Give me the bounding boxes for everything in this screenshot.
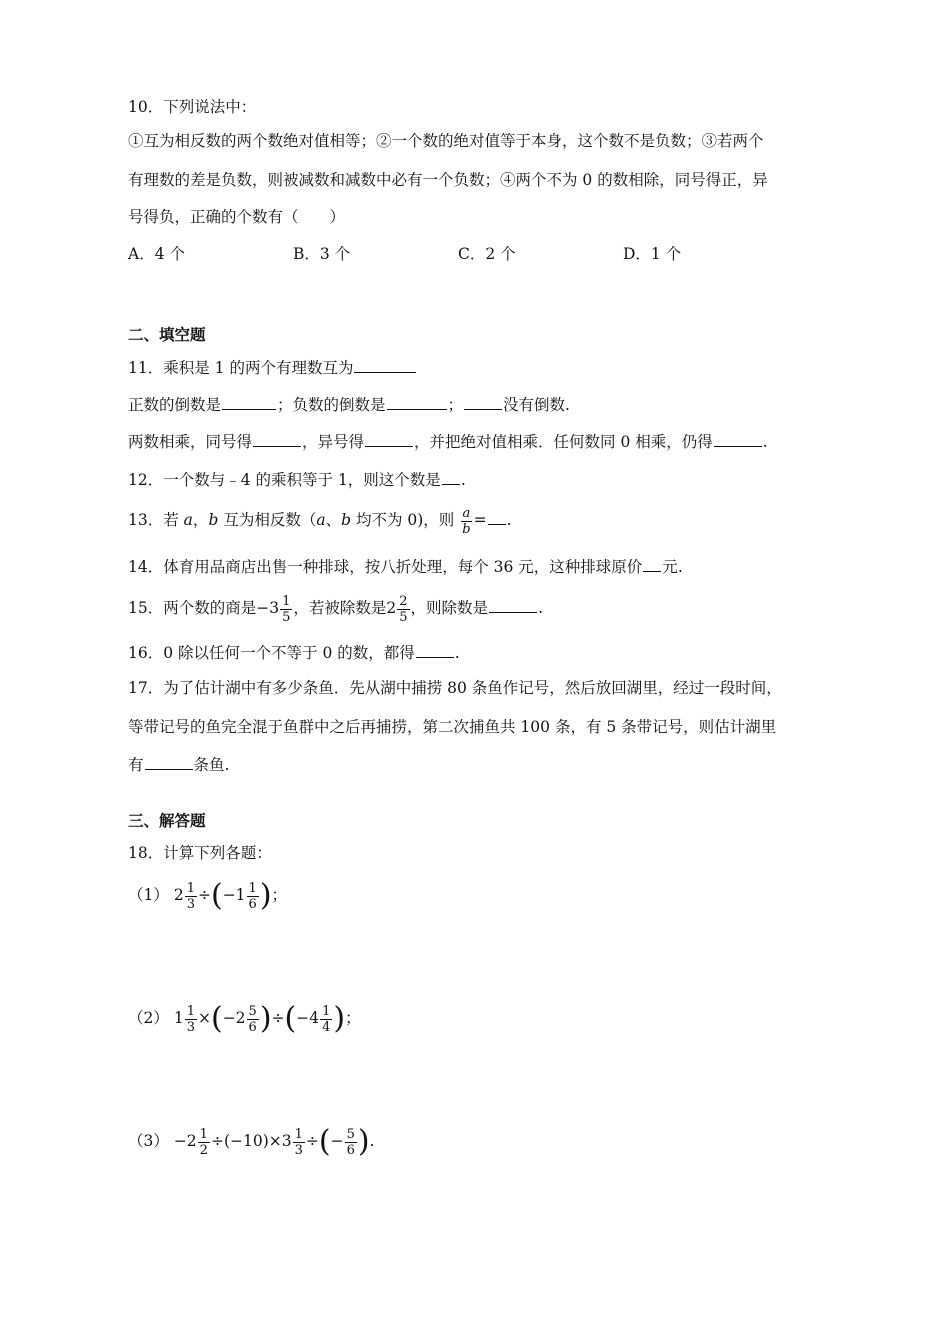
q16-text-a: 16．0 除以任何一个不等于 0 的数，都得 <box>128 644 415 662</box>
q11-text-b2: ；负数的倒数是 <box>277 396 386 414</box>
q15-frac-2-den: 5 <box>399 609 408 625</box>
q18-p3-frac-1 <box>198 1127 210 1158</box>
q18-p2-neg-2: −4 <box>296 1009 320 1027</box>
q18-p2-frac-2-num: 5 <box>248 1003 257 1019</box>
q15-blank[interactable] <box>489 596 537 613</box>
q18-p2-lparen-1: ( <box>210 1001 223 1036</box>
q15-whole-2: 2 <box>386 599 397 617</box>
q17-blank[interactable] <box>145 753 193 770</box>
q13-sep: ， <box>192 511 209 529</box>
q18-p2-lparen-2: ( <box>284 1001 297 1036</box>
q18-part-1 <box>128 872 287 918</box>
q18-p3-frac-2-num: 1 <box>294 1126 303 1142</box>
q17-text-b: 条鱼. <box>193 756 230 774</box>
q17-line-3 <box>128 753 229 776</box>
q10-option-d: D．1 个 <box>623 245 682 263</box>
q18-p2-frac-2 <box>247 1004 259 1035</box>
q15-frac-1-den: 5 <box>282 609 291 625</box>
q16-blank[interactable] <box>416 641 454 658</box>
q18-p1-op: ÷ <box>197 886 211 904</box>
q15-text-tail: ，则除数是 <box>410 599 489 617</box>
q18-p2-frac-3-den: 4 <box>322 1019 331 1035</box>
q15-frac-1 <box>280 594 292 625</box>
q16-text-b: . <box>454 644 460 662</box>
q11-text-b3: ； <box>447 396 464 414</box>
q11-text-b1: 正数的倒数是 <box>128 396 222 414</box>
q18-p1-whole: 2 <box>173 886 184 904</box>
q13-var-a: a <box>183 511 193 529</box>
q11-text-c1: 两数相乘，同号得 <box>128 433 253 451</box>
q10-option-b: B．3 个 <box>293 245 351 263</box>
q13-var-b: b <box>208 511 219 529</box>
q18-part-2 <box>128 995 361 1041</box>
q15-text-mid: ，若被除数是 <box>293 599 387 617</box>
q13-fraction <box>460 506 472 537</box>
q13-text-a: 13．若 <box>128 511 179 529</box>
q12-blank[interactable] <box>442 468 460 485</box>
q13-eq: = <box>473 511 487 529</box>
q15-line <box>128 588 543 628</box>
q12-text-a: 12．一个数与﹣4 的乘积等于 1，则这个数是 <box>128 471 441 489</box>
q13-var-a2: a <box>316 511 326 529</box>
q11-line-1 <box>128 356 417 379</box>
q10-stem: 10．下列说法中： <box>128 98 257 116</box>
q11-line-2 <box>128 393 570 416</box>
q15-end: . <box>538 599 543 617</box>
q17-line-2: 等带记号的鱼完全混于鱼群中之后再捕捞，第二次捕鱼共 100 条，有 5 条带记号，则估计湖里 <box>128 718 777 736</box>
q11-text-a: 11．乘积是 1 的两个有理数互为 <box>128 359 354 377</box>
q16-line <box>128 641 460 664</box>
q11-text-b4: 没有倒数. <box>503 396 570 414</box>
q18-p2-op2: ÷ <box>271 1009 285 1027</box>
q17-text-a: 有 <box>128 756 144 774</box>
q10-line-3: 号得负，正确的个数有（ ） <box>128 208 346 226</box>
q18-p2-frac-3 <box>320 1004 332 1035</box>
q10-line-2: 有理数的差是负数，则被减数和减数中必有一个负数；④两个不为 0 的数相除，同号得正，异 <box>128 171 768 189</box>
q13-var-b2: b <box>341 511 352 529</box>
q10-option-c: C．2 个 <box>458 245 516 263</box>
q18-p1-label: （1） <box>128 886 169 904</box>
q18-p1-frac-2-num: 1 <box>248 880 257 896</box>
q18-p3-rparen: ) <box>357 1124 370 1159</box>
q18-p2-rparen-1: ) <box>259 1001 272 1036</box>
q18-p1-frac-1-num: 1 <box>186 880 195 896</box>
q17-line-1: 17．为了估计湖中有多少条鱼．先从湖中捕捞 80 条鱼作记号，然后放回湖里，经过一段时间， <box>128 679 782 697</box>
q18-p3-op1: ÷(−10)×3 <box>210 1132 292 1150</box>
q18-p2-neg-1: −2 <box>222 1009 246 1027</box>
q18-p3-frac-3 <box>345 1127 357 1158</box>
q18-p1-rparen: ) <box>259 878 272 913</box>
q18-p2-rparen-2: ) <box>333 1001 346 1036</box>
q18-p2-frac-2-den: 6 <box>248 1019 257 1035</box>
q14-blank[interactable] <box>643 555 661 572</box>
q15-text-a: 15．两个数的商是 <box>128 599 257 617</box>
q11-text-c2: ，异号得 <box>302 433 365 451</box>
q18-p1-frac-1 <box>185 881 197 912</box>
q15-neg-whole: −3 <box>256 599 280 617</box>
q11-blank-2[interactable] <box>222 393 276 410</box>
q18-p3-frac-3-num: 5 <box>346 1126 355 1142</box>
q12-text-b: . <box>460 471 466 489</box>
q15-frac-2 <box>397 594 409 625</box>
q18-p1-neg: −1 <box>222 886 246 904</box>
section3-title: 三、解答题 <box>128 811 206 830</box>
q11-blank-5[interactable] <box>253 430 301 447</box>
q18-p1-lparen: ( <box>210 878 223 913</box>
q13-end: . <box>506 511 512 529</box>
q18-p3-end: . <box>369 1132 375 1150</box>
q13-text-mid: 互为相反数（ <box>223 511 317 529</box>
q11-blank-3[interactable] <box>387 393 447 410</box>
q10-option-a: A．4 个 <box>128 245 185 263</box>
q18-part-3 <box>128 1118 375 1164</box>
q14-text-b: 元. <box>662 558 683 576</box>
q11-text-c4: . <box>762 433 768 451</box>
q13-dun: 、 <box>325 511 342 529</box>
q11-blank-7[interactable] <box>714 430 762 447</box>
q18-p1-frac-2-den: 6 <box>248 896 257 912</box>
q11-line-3 <box>128 430 768 453</box>
q18-p2-end: ； <box>345 1009 361 1027</box>
q18-p1-frac-2 <box>247 881 259 912</box>
q11-blank-6[interactable] <box>365 430 413 447</box>
q18-p3-frac-1-num: 1 <box>199 1126 208 1142</box>
q18-p1-frac-1-den: 3 <box>186 896 195 912</box>
q13-text-tail: 均不为 0)，则 <box>355 511 455 529</box>
q14-line <box>128 555 683 578</box>
q11-text-c3: ，并把绝对值相乘．任何数同 0 相乘，仍得 <box>414 433 713 451</box>
q18-p2-op1: × <box>197 1009 211 1027</box>
q18-p3-lparen: ( <box>318 1124 331 1159</box>
q18-p3-frac-1-den: 2 <box>199 1142 208 1158</box>
q18-p2-whole: 1 <box>173 1009 184 1027</box>
q13-frac-num: a <box>462 505 471 521</box>
q12-line <box>128 468 466 491</box>
q18-p2-frac-1 <box>185 1004 197 1035</box>
q18-p2-frac-1-den: 3 <box>186 1019 195 1035</box>
q18-p3-neg-2: − <box>330 1132 344 1150</box>
q18-p2-label: （2） <box>128 1009 169 1027</box>
q18-p3-neg: −2 <box>173 1132 197 1150</box>
q18-p2-frac-1-num: 1 <box>186 1003 195 1019</box>
q15-frac-2-num: 2 <box>399 593 408 609</box>
q13-frac-den: b <box>462 521 471 537</box>
section2-title: 二、填空题 <box>128 325 206 344</box>
q18-p3-op2: ÷ <box>305 1132 319 1150</box>
q18-p1-end: ； <box>271 886 288 904</box>
q18-p3-frac-3-den: 6 <box>346 1142 355 1158</box>
q11-blank-4[interactable] <box>464 393 502 410</box>
q13-line <box>128 500 512 540</box>
q18-p3-label: （3） <box>128 1132 169 1150</box>
q13-blank[interactable] <box>488 508 506 525</box>
q10-line-1: ①互为相反数的两个数绝对值相等；②一个数的绝对值等于本身，这个数不是负数；③若两个 <box>128 132 764 150</box>
q15-frac-1-num: 1 <box>282 593 291 609</box>
q18-p3-frac-2 <box>293 1127 305 1158</box>
q18-p3-frac-2-den: 3 <box>294 1142 303 1158</box>
q14-text-a: 14．体育用品商店出售一种排球，按八折处理，每个 36 元，这种排球原价 <box>128 558 643 576</box>
q18-stem: 18．计算下列各题： <box>128 844 272 862</box>
q18-p2-frac-3-num: 1 <box>322 1003 331 1019</box>
q11-blank-1[interactable] <box>354 356 416 373</box>
